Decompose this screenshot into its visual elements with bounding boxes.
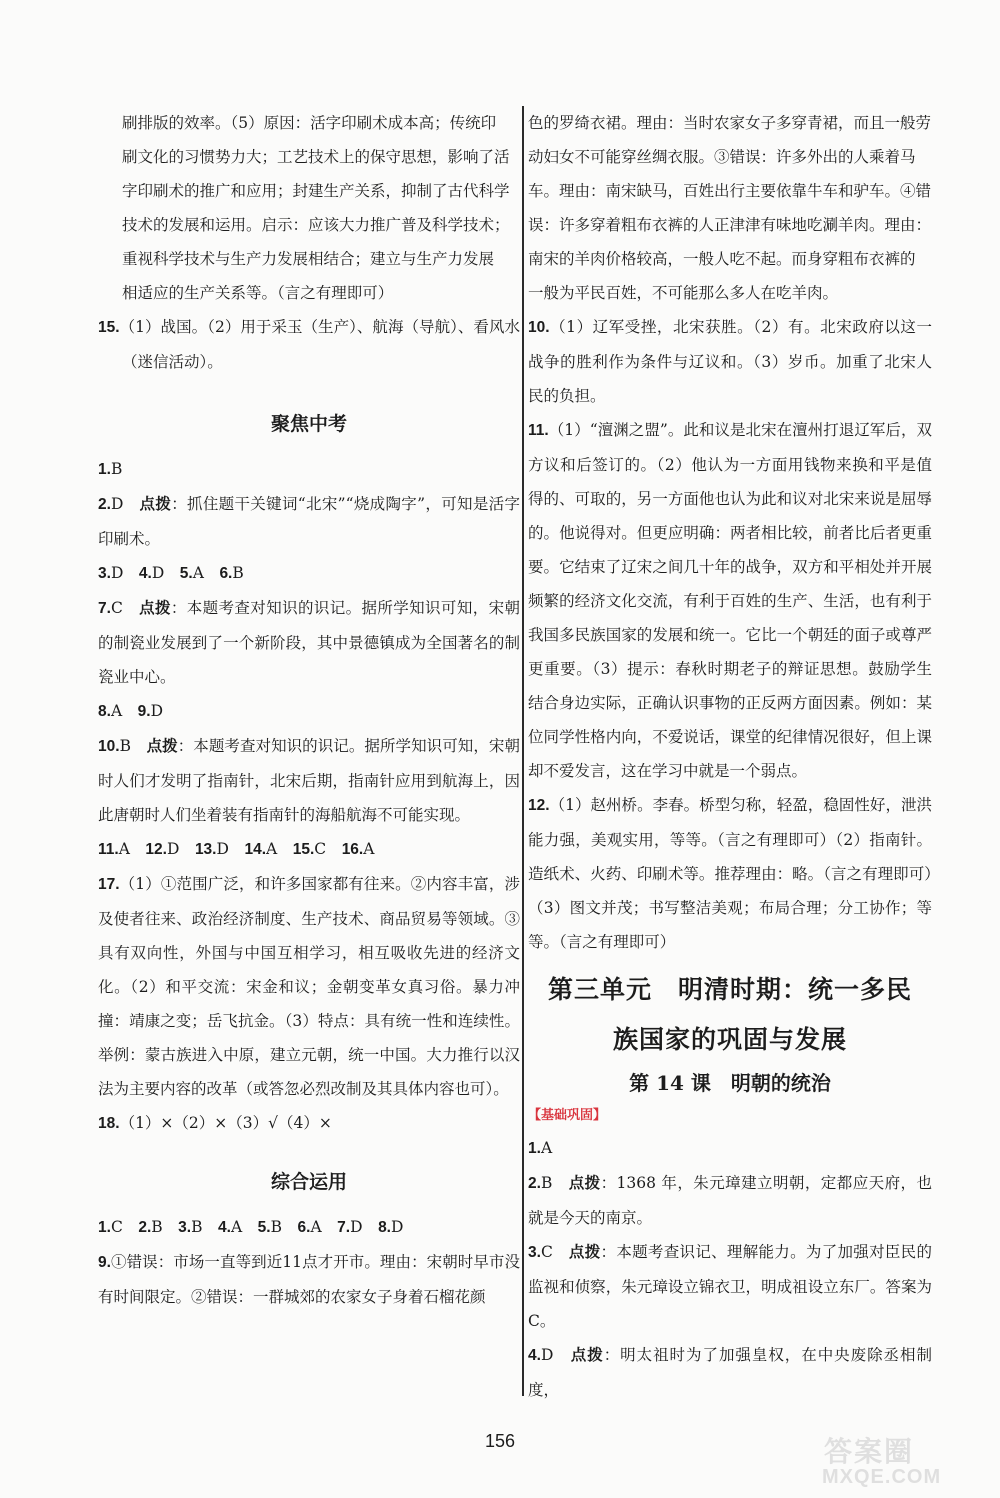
- answer-choice: A: [363, 840, 375, 858]
- answer-text: （1）赵州桥。李春。桥型匀称，轻盈，稳固性好，泄洪能力强，美观实用，等等。（言之有理即可）（2）指南针。造纸术、火药、印刷术等。推荐理由：略。（言之有理即可）（3）图文并茂；书写整洁美观；布局合理；分工协作；等等。（言之有理即可）: [528, 796, 932, 951]
- unit-title-line-2: 族国家的巩固与发展: [612, 1025, 847, 1054]
- hint-text: ：本题考查识记、理解能力。为了加强对臣民的监视和侦察，朱元璋设立锦衣卫，明成祖设立东厂。答案为 C。: [528, 1243, 932, 1330]
- page-number: 156: [484, 1431, 516, 1451]
- answer-text: （1）辽军受挫，北宋获胜。（2）有。北宋政府以这一战争的胜利作为条件与辽议和。（3）岁币。加重了北宋人民的负担。: [528, 318, 932, 405]
- answer-choice: B: [232, 564, 244, 582]
- text-line: 字印刷术的推广和应用；封建生产关系，抑制了古代科学: [122, 182, 510, 200]
- answer-choice: A: [192, 564, 204, 582]
- answer-number: 4.: [138, 565, 152, 582]
- answer-choice: B: [270, 1218, 282, 1236]
- answer-number: 17.: [98, 876, 120, 893]
- answer-item: [98, 867, 520, 1106]
- answer-number: 12.: [528, 797, 550, 814]
- answer-12: [528, 788, 932, 959]
- answer-number: 3.: [98, 565, 111, 582]
- answer-number: 8.: [98, 703, 111, 720]
- unit-title-line-1: 第三单元 明清时期：统一多民: [547, 975, 912, 1004]
- answer-choice: D: [391, 1218, 404, 1236]
- answer-choice: D: [350, 1218, 363, 1236]
- answer-number: 2.: [98, 496, 111, 513]
- hint-text: ：1368 年，朱元璋建立明朝，定都应天府，也就是今天的南京。: [528, 1174, 932, 1227]
- answer-choice: C: [110, 599, 123, 617]
- section-title-zonghe: 综合运用: [270, 1171, 347, 1193]
- right-top-continuation: [528, 106, 932, 310]
- text-line: 一般为平民百姓，不可能那么多人在吃羊肉。: [528, 284, 839, 302]
- answer-choice: D: [151, 564, 165, 582]
- answer-number: 1.: [98, 461, 111, 478]
- hint-text: ：抓住题干关键词“北宋”“烧成陶字”，可知是活字印刷术。: [98, 495, 520, 548]
- answer-text: ①错误：市场一直等到近11点才开市。理由：宋朝时早市没有时间限定。②错误：一群城郊的农家女子身着石榴花颜: [98, 1253, 520, 1306]
- answer-item: [528, 1166, 932, 1235]
- text-line: 误：许多穿着粗布衣裤的人正津津有味地吃涮羊肉。理由：: [528, 216, 932, 234]
- answer-number: 13.: [194, 841, 217, 858]
- answer-text: （1）①范围广泛，和许多国家都有往来。②内容丰富，涉及使者往来、政治经济制度、生产技术、商品贸易等领域。③具有双向性，外国与中国互相学习，相互吸收先进的经济文化。（2）和平交流：宋金和议；金朝变革女真习俗。暴力冲撞：靖康之变；岳飞抗金。（3）特点：具有统一性和连续性。举例：蒙古族进入中原，建立元朝，统一中国。大力推行以汉法为主要内容的改革（或答忽必烈改制及其具体内容也可）。: [98, 875, 520, 1098]
- answer-choice: B: [540, 1174, 553, 1192]
- answer-number: 4.: [528, 1347, 541, 1364]
- answer-number: 2.: [528, 1175, 541, 1192]
- text-line: 技术的发展和运用。启示：应该大力推广普及科学技术；: [122, 216, 510, 234]
- answer-choice: A: [110, 702, 123, 720]
- answer-item: [98, 556, 520, 591]
- watermark-url: MXQE.COM: [822, 1466, 942, 1488]
- answer-choice: D: [540, 1346, 554, 1364]
- answer-item: [98, 729, 520, 832]
- answer-item: [98, 1210, 520, 1245]
- hint-keyword: 点拨: [146, 737, 178, 755]
- answer-number: 6.: [297, 1219, 311, 1236]
- answer-item: [98, 694, 520, 729]
- answer-choice: D: [110, 495, 124, 513]
- answer-choice: B: [191, 1218, 203, 1236]
- answer-number: 10.: [528, 319, 550, 336]
- answer-number: 1.: [98, 1219, 111, 1236]
- answer-text: （1）×（2）×（3）√（4）×: [119, 1114, 332, 1132]
- answer-choice: D: [110, 564, 124, 582]
- answer-choice: D: [166, 840, 180, 858]
- text-line: 车。理由：南宋缺马，百姓出行主要依靠牛车和驴车。④错: [528, 182, 932, 200]
- text-line: 重视科学技术与生产力发展相结合；建立与生产力发展: [122, 250, 495, 268]
- answer-choice: A: [266, 840, 278, 858]
- answer-number: 1.: [528, 1140, 541, 1157]
- hint-text: ：本题考查对知识的识记。据所学知识可知，宋朝的制瓷业发展到了一个新阶段，其中景德镇成为全国著名的制瓷业中心。: [98, 599, 520, 686]
- text-line: 南宋的羊肉价格较高，一般人吃不起。而身穿粗布衣裤的: [528, 250, 916, 268]
- answer-number: 11.: [528, 422, 549, 439]
- answer-number: 6.: [219, 565, 233, 582]
- answer-number: 10.: [98, 738, 120, 755]
- answer-number: 3.: [178, 1219, 192, 1236]
- answer-choice: D: [150, 702, 164, 720]
- answer-item: [98, 452, 520, 487]
- answer-item: [98, 591, 520, 694]
- answer-number: 12.: [145, 841, 167, 858]
- answer-number: 16.: [341, 841, 364, 858]
- left-top-continuation: [98, 106, 520, 310]
- answer-item: [98, 1106, 520, 1141]
- section-title-jujiao: 聚焦中考: [270, 413, 347, 435]
- answer-number: 5.: [179, 565, 193, 582]
- answer-10: [528, 310, 932, 413]
- answer-choice: B: [110, 460, 123, 478]
- hint-keyword: 点拨: [570, 1346, 604, 1364]
- answer-number: 4.: [218, 1219, 231, 1236]
- answer-choice: B: [151, 1218, 163, 1236]
- answer-number: 9.: [98, 1254, 111, 1271]
- answer-number: 15.: [292, 841, 315, 858]
- answer-number: 7.: [98, 600, 111, 617]
- answer-number: 5.: [257, 1219, 271, 1236]
- answer-choice: B: [119, 737, 131, 755]
- hint-keyword: 点拨: [139, 495, 172, 513]
- text-line: 刷排版的效率。（5）原因：活字印刷术成本高；传统印: [122, 114, 497, 132]
- hint-keyword: 点拨: [568, 1243, 601, 1261]
- left-column: [98, 106, 520, 1314]
- watermark-mark: 答案圈: [824, 1435, 915, 1468]
- answer-item: [98, 1245, 520, 1314]
- right-column: [528, 106, 932, 1407]
- column-divider: [522, 106, 524, 1396]
- answer-choice: A: [310, 1218, 322, 1236]
- answer-item: [528, 1131, 932, 1166]
- answer-choice: D: [216, 840, 229, 858]
- answer-number: 8.: [378, 1219, 391, 1236]
- answer-number: 18.: [98, 1115, 120, 1132]
- answer-choice: C: [314, 840, 327, 858]
- answer-choice: A: [118, 840, 130, 858]
- text-line: 动妇女不可能穿丝绸衣服。③错误：许多外出的人乘着马: [528, 148, 916, 166]
- answer-number: 3.: [528, 1244, 541, 1261]
- answer-choice: A: [230, 1218, 243, 1236]
- hint-text: ：本题考查对知识的识记。据所学知识可知，宋朝时人们才发明了指南针，北宋后期，指南针应用到航海上，因此唐朝时人们坐着装有指南针的海船航海不可能实现。: [98, 737, 520, 824]
- answer-item: [528, 1338, 932, 1407]
- answer-item: [98, 832, 520, 867]
- text-line: 相适应的生产关系等。（言之有理即可）: [122, 284, 394, 302]
- answer-number: 7.: [337, 1219, 351, 1236]
- answer-text: （1）战国。（2）用于采玉（生产）、航海（导航）、看风水（迷信活动）。: [119, 318, 520, 371]
- answer-choice: C: [110, 1218, 123, 1236]
- answer-text: （1）“澶渊之盟”。此和议是北宋在澶州打退辽军后，双方议和后签订的。（2）他认为一方面用钱物来换和平是值得的、可取的，另一方面他也认为此和议对北宋来说是屈辱的。他说得对。但更应明确：两者相比较，前者比后者更重要。它结束了辽宋之间几十年的战争，双方和平相处并开展频繁的经济文化交流，有利于百姓的生产、生活，也有利于我国多民族国家的发展和统一。它比一个朝廷的面子或尊严更重要。（3）提示：春秋时期老子的辩证思想。鼓励学生结合身边实际，正确认识事物的正反两方面因素。例如：某位同学性格内向，不爱说话，课堂的纪律情况很好，但上课却不爱发言，这在学习中就是一个弱点。: [528, 421, 932, 780]
- answer-number: 2.: [138, 1219, 152, 1236]
- answer-number: 9.: [137, 703, 151, 720]
- hint-keyword: 点拨: [568, 1174, 601, 1192]
- text-line: 刷文化的习惯势力大；工艺技术上的保守思想，影响了活: [122, 148, 510, 166]
- answer-number: 11.: [98, 841, 119, 858]
- text-line: 色的罗绮衣裙。理由：当时农家女子多穿青裙，而且一般劳: [528, 114, 932, 132]
- answer-number: 14.: [244, 841, 267, 858]
- hint-text: ：明太祖时为了加强皇权，在中央废除丞相制度，: [528, 1346, 932, 1399]
- answer-choice: C: [540, 1243, 553, 1261]
- answer-15: [98, 310, 520, 379]
- watermark-logo: [818, 1426, 990, 1492]
- section-tag-jichu: 【基础巩固】: [528, 1108, 607, 1123]
- hint-keyword: 点拨: [139, 599, 171, 617]
- answer-item: [528, 1235, 932, 1338]
- lesson-title: 第 14 课 明朝的统治: [629, 1071, 831, 1095]
- answer-11: [528, 413, 932, 788]
- answer-choice: A: [540, 1139, 553, 1157]
- answer-number: 15.: [98, 319, 120, 336]
- answer-item: [98, 487, 520, 556]
